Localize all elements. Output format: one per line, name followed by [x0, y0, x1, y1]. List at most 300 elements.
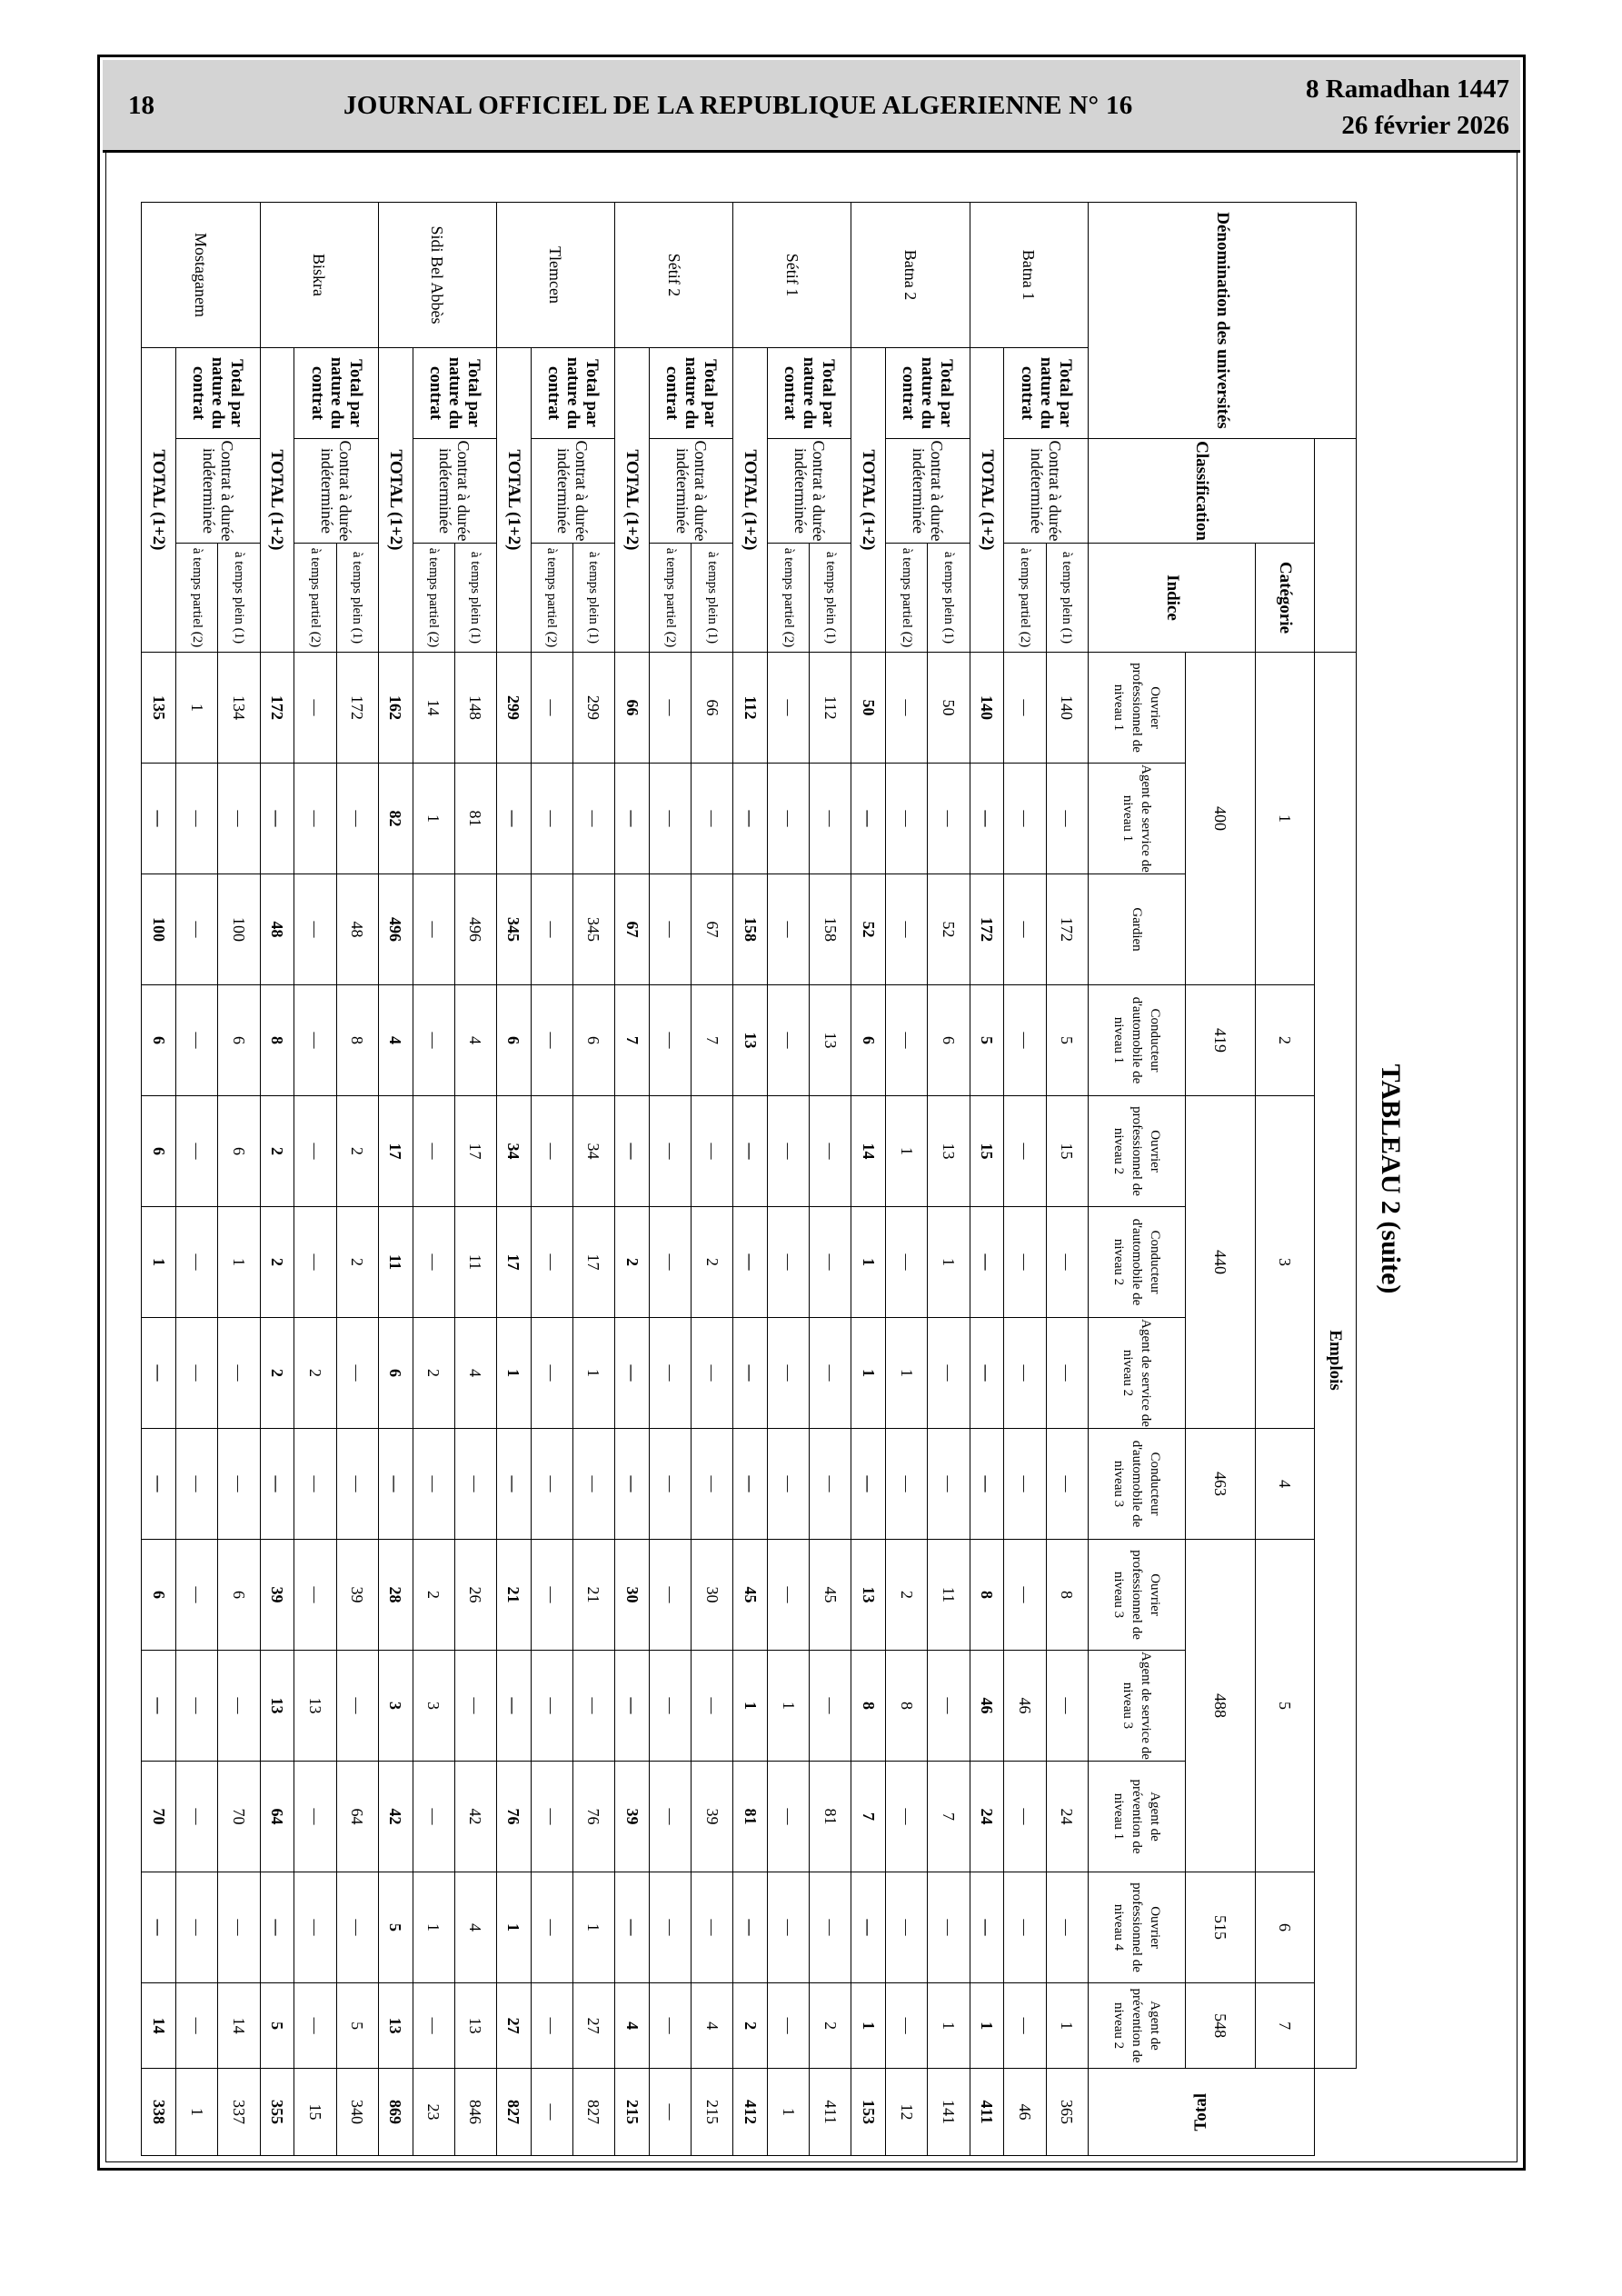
classification-header: Classification — [1088, 439, 1314, 544]
table-cell: 48 — [336, 874, 378, 985]
temps-plein-label: à temps plein (1) — [692, 544, 733, 653]
table-cell: 46 — [1004, 1651, 1046, 1762]
table-cell: — — [176, 874, 218, 985]
table-cell-total: 412 — [733, 2069, 768, 2156]
table-cell: 846 — [454, 2069, 496, 2156]
table-cell-total: 21 — [496, 1540, 531, 1651]
table-cell-total: 13 — [733, 985, 768, 1096]
table-row-total — [496, 203, 531, 2156]
table-cell: — — [768, 1318, 810, 1429]
table-cell: — — [176, 1318, 218, 1429]
categorie-value: 2 — [1256, 985, 1315, 1096]
table-row-total — [142, 203, 176, 2156]
table-cell-total: 14 — [851, 1096, 886, 1207]
table-cell: 2 — [336, 1096, 378, 1207]
table-cell: — — [649, 1096, 691, 1207]
table-cell: — — [531, 1983, 572, 2069]
indice-header: Indice — [1088, 544, 1256, 653]
issue-date — [1306, 71, 1509, 144]
table-cell: 172 — [1046, 874, 1088, 985]
job-header: Agent de service de niveau 2 — [1088, 1318, 1186, 1429]
table-cell-total: 5 — [378, 1872, 413, 1983]
table-cell: — — [454, 1429, 496, 1540]
table-cell-total: 2 — [260, 1318, 294, 1429]
table-cell: — — [294, 1540, 336, 1651]
total-par-nature-label: Total par nature du contrat — [531, 348, 614, 439]
table-cell: — — [336, 764, 378, 874]
table-cell: — — [692, 1429, 733, 1540]
table-cell: — — [218, 1318, 260, 1429]
table-cell: — — [886, 1872, 928, 1983]
table-cell: — — [294, 1872, 336, 1983]
table-row-total — [970, 203, 1004, 2156]
table-cell: — — [886, 874, 928, 985]
table-cell: — — [294, 1207, 336, 1318]
table-cell: 39 — [692, 1762, 733, 1872]
categorie-value: 5 — [1256, 1540, 1315, 1872]
table-cell: 340 — [336, 2069, 378, 2156]
table-cell: 215 — [692, 2069, 733, 2156]
table-cell: — — [176, 1872, 218, 1983]
table-cell: — — [294, 1983, 336, 2069]
total-par-nature-label: Total par nature du contrat — [649, 348, 732, 439]
table-cell: 70 — [218, 1762, 260, 1872]
table-cell: — — [1004, 1429, 1046, 1540]
table-cell: 24 — [1046, 1762, 1088, 1872]
table-row — [692, 203, 733, 2156]
indice-value: 548 — [1186, 1983, 1256, 2069]
table-cell-total: — — [496, 1651, 531, 1762]
contrat-indetermine-label: Contrat à durée indéterminée — [886, 439, 970, 544]
table-cell-total: 1 — [851, 1983, 886, 2069]
temps-partiel-label: à temps partiel (2) — [413, 544, 454, 653]
table-cell: 1 — [218, 1207, 260, 1318]
table-cell: — — [294, 1762, 336, 1872]
table-cell: — — [336, 1318, 378, 1429]
table-cell: — — [810, 1429, 851, 1540]
table-cell-total: 66 — [615, 653, 650, 764]
job-header: Ouvrier professionnel de niveau 4 — [1088, 1872, 1186, 1983]
temps-partiel-label: à temps partiel (2) — [886, 544, 928, 653]
table-cell: 148 — [454, 653, 496, 764]
table-cell: 4 — [454, 1318, 496, 1429]
table-cell-total: 6 — [851, 985, 886, 1096]
table-cell: — — [176, 1762, 218, 1872]
table-cell: 299 — [572, 653, 614, 764]
table-cell-total: — — [733, 1318, 768, 1429]
job-header: Agent de prévention de niveau 2 — [1088, 1983, 1186, 2069]
table-cell: 158 — [810, 874, 851, 985]
table-cell: 8 — [1046, 1540, 1088, 1651]
table-cell: 39 — [336, 1540, 378, 1651]
table-cell: 3 — [413, 1651, 454, 1762]
table-cell: 14 — [218, 1983, 260, 2069]
job-header: Conducteur d'automobile de niveau 2 — [1088, 1207, 1186, 1318]
table-cell: — — [176, 1651, 218, 1762]
table-cell: 5 — [1046, 985, 1088, 1096]
table-cell: — — [336, 1872, 378, 1983]
table-cell: — — [768, 1429, 810, 1540]
table-row — [810, 203, 851, 2156]
table-cell: — — [1046, 1429, 1088, 1540]
table-cell: 1 — [886, 1096, 928, 1207]
table-cell-total: 215 — [615, 2069, 650, 2156]
table-cell: 13 — [928, 1096, 970, 1207]
table-cell: — — [413, 874, 454, 985]
total-par-nature-label: Total par nature du contrat — [294, 348, 378, 439]
table-cell-total: — — [615, 1651, 650, 1762]
table-cell-total: 6 — [378, 1318, 413, 1429]
table-cell: — — [294, 653, 336, 764]
table-cell-total: 1 — [496, 1318, 531, 1429]
table-cell: 27 — [572, 1983, 614, 2069]
university-name: Mostaganem — [142, 203, 261, 348]
table-cell: 34 — [572, 1096, 614, 1207]
table-cell: 46 — [1004, 2069, 1046, 2156]
indice-value: 515 — [1186, 1872, 1256, 1983]
categorie-value: 3 — [1256, 1096, 1315, 1429]
table-cell: — — [886, 1207, 928, 1318]
table-cell-total: — — [260, 1429, 294, 1540]
temps-partiel-label: à temps partiel (2) — [294, 544, 336, 653]
table-cell: 2 — [413, 1318, 454, 1429]
categorie-value: 1 — [1256, 653, 1315, 985]
table-cell-total: 496 — [378, 874, 413, 985]
table-cell-total: 1 — [851, 1207, 886, 1318]
table-row — [928, 203, 970, 2156]
table-cell: 21 — [572, 1540, 614, 1651]
table-cell-total: 299 — [496, 653, 531, 764]
table-cell: — — [768, 1762, 810, 1872]
table-cell-total: 64 — [260, 1762, 294, 1872]
table-cell: — — [1004, 1318, 1046, 1429]
table-cell: — — [1004, 1872, 1046, 1983]
table-cell: 6 — [218, 1096, 260, 1207]
total-1-2-label: TOTAL (1+2) — [142, 348, 176, 653]
table-cell: — — [1046, 1318, 1088, 1429]
table-cell: 66 — [692, 653, 733, 764]
table-cell: — — [649, 1207, 691, 1318]
contrat-indetermine-label: Contrat à durée indéterminée — [176, 439, 260, 544]
table-cell: — — [531, 764, 572, 874]
table-cell: — — [413, 1983, 454, 2069]
table-cell-total: 11 — [378, 1207, 413, 1318]
table-cell: 8 — [336, 985, 378, 1096]
table-cell-total: 45 — [733, 1540, 768, 1651]
table-cell-total: 162 — [378, 653, 413, 764]
table-cell: 337 — [218, 2069, 260, 2156]
table-cell: 1 — [572, 1872, 614, 1983]
table-cell: — — [649, 764, 691, 874]
table-cell: — — [413, 1762, 454, 1872]
table-cell: — — [886, 985, 928, 1096]
table-cell: 15 — [1046, 1096, 1088, 1207]
table-row — [218, 203, 260, 2156]
emplois-header: Emplois — [1314, 653, 1356, 2069]
table-cell-total: — — [142, 1651, 176, 1762]
table-cell: 52 — [928, 874, 970, 985]
table-cell-total: 67 — [615, 874, 650, 985]
table-cell-total: 6 — [142, 985, 176, 1096]
table-cell-total: — — [260, 764, 294, 874]
categorie-header: Catégorie — [1256, 544, 1315, 653]
table-cell: — — [413, 1429, 454, 1540]
table-cell: 172 — [336, 653, 378, 764]
table-cell: — — [1004, 1983, 1046, 2069]
table-cell-total: 5 — [970, 985, 1004, 1096]
table-cell-total: 76 — [496, 1762, 531, 1872]
table-cell-total: 6 — [496, 985, 531, 1096]
table-cell: — — [531, 874, 572, 985]
table-cell: 1 — [572, 1318, 614, 1429]
job-header: Conducteur d'automobile de niveau 1 — [1088, 985, 1186, 1096]
table-row-total — [733, 203, 768, 2156]
table-cell: — — [768, 1983, 810, 2069]
table-cell-total: 34 — [496, 1096, 531, 1207]
temps-plein-label: à temps plein (1) — [336, 544, 378, 653]
temps-plein-label: à temps plein (1) — [572, 544, 614, 653]
table-cell-total: — — [851, 764, 886, 874]
total-par-nature-label: Total par nature du contrat — [886, 348, 970, 439]
table-cell-total: 50 — [851, 653, 886, 764]
total-1-2-label: TOTAL (1+2) — [615, 348, 650, 653]
rotated-table-area — [141, 202, 1413, 2156]
table-cell: 45 — [810, 1540, 851, 1651]
table-cell-total: 6 — [142, 1096, 176, 1207]
indice-value: 400 — [1186, 653, 1256, 985]
temps-plein-label: à temps plein (1) — [1046, 544, 1088, 653]
temps-partiel-label: à temps partiel (2) — [531, 544, 572, 653]
table-cell: — — [810, 764, 851, 874]
table-cell: — — [176, 1207, 218, 1318]
table-cell: — — [176, 1429, 218, 1540]
table-cell: 345 — [572, 874, 614, 985]
table-cell: — — [692, 1096, 733, 1207]
table-cell: 64 — [336, 1762, 378, 1872]
table-cell: — — [768, 874, 810, 985]
temps-plein-label: à temps plein (1) — [218, 544, 260, 653]
table-cell-total: 345 — [496, 874, 531, 985]
table-cell: 13 — [294, 1651, 336, 1762]
table-cell: 81 — [454, 764, 496, 874]
table-cell: 140 — [1046, 653, 1088, 764]
table-cell: 1 — [1046, 1983, 1088, 2069]
table-cell-total: 17 — [378, 1096, 413, 1207]
table-cell: 23 — [413, 2069, 454, 2156]
table-cell-total: 81 — [733, 1762, 768, 1872]
table-cell: — — [1046, 1872, 1088, 1983]
contrat-indetermine-label: Contrat à durée indéterminée — [531, 439, 614, 544]
table-cell: — — [531, 1318, 572, 1429]
table-cell: — — [768, 985, 810, 1096]
job-header: Gardien — [1088, 874, 1186, 985]
contrat-indetermine-label: Contrat à durée indéterminée — [413, 439, 496, 544]
table-cell: — — [531, 2069, 572, 2156]
temps-partiel-label: à temps partiel (2) — [176, 544, 218, 653]
table-cell: — — [531, 1207, 572, 1318]
table-cell-total: — — [970, 1429, 1004, 1540]
table-cell: — — [692, 1651, 733, 1762]
table-cell: — — [336, 1651, 378, 1762]
indice-value: 488 — [1186, 1540, 1256, 1872]
table-cell: — — [176, 1540, 218, 1651]
contrat-indetermine-label: Contrat à durée indéterminée — [768, 439, 851, 544]
table-cell: — — [531, 1872, 572, 1983]
table-cell: 2 — [810, 1983, 851, 2069]
table-cell-total: 13 — [260, 1651, 294, 1762]
table-cell: — — [928, 1872, 970, 1983]
table-cell-total: 8 — [851, 1651, 886, 1762]
table-cell: — — [176, 1096, 218, 1207]
table-cell-total: 5 — [260, 1983, 294, 2069]
table-row — [336, 203, 378, 2156]
table-cell: — — [336, 1429, 378, 1540]
table-cell-total: — — [378, 1429, 413, 1540]
table-cell-total: 2 — [260, 1096, 294, 1207]
table-cell: — — [454, 1651, 496, 1762]
table-cell: — — [176, 764, 218, 874]
table-cell-total: — — [615, 1872, 650, 1983]
table-cell: 13 — [810, 985, 851, 1096]
table-cell: 1 — [928, 1207, 970, 1318]
table-cell-total: 1 — [970, 1983, 1004, 2069]
table-cell: — — [928, 1651, 970, 1762]
table-cell: — — [928, 1429, 970, 1540]
table-cell: — — [1004, 764, 1046, 874]
table-cell-total: 42 — [378, 1762, 413, 1872]
temps-partiel-label: à temps partiel (2) — [1004, 544, 1046, 653]
university-name: Batna 2 — [851, 203, 970, 348]
table-cell: 411 — [810, 2069, 851, 2156]
table-cell: 12 — [886, 2069, 928, 2156]
table-cell: — — [768, 764, 810, 874]
table-cell-total: 39 — [615, 1762, 650, 1872]
table-cell: — — [768, 1096, 810, 1207]
total-1-2-label: TOTAL (1+2) — [733, 348, 768, 653]
table-cell: 496 — [454, 874, 496, 985]
total-header — [1088, 2069, 1314, 2156]
table-cell: 50 — [928, 653, 970, 764]
table-cell: — — [1046, 764, 1088, 874]
contrat-indetermine-label: Contrat à durée indéterminée — [294, 439, 378, 544]
table-cell: 11 — [928, 1540, 970, 1651]
table-cell-total: 1 — [142, 1207, 176, 1318]
table-cell: — — [572, 1429, 614, 1540]
table-cell: — — [531, 1540, 572, 1651]
job-header: Agent de prévention de niveau 1 — [1088, 1762, 1186, 1872]
university-name: Biskra — [260, 203, 378, 348]
table-cell: — — [218, 764, 260, 874]
table-cell-total: — — [970, 1872, 1004, 1983]
table-row-total — [378, 203, 413, 2156]
table-cell: — — [692, 764, 733, 874]
table-cell-total: 3 — [378, 1651, 413, 1762]
table-row — [1046, 203, 1088, 2156]
table-cell: — — [810, 1318, 851, 1429]
table-cell-total: — — [142, 1429, 176, 1540]
table-cell: — — [810, 1096, 851, 1207]
job-header: Agent de service de niveau 3 — [1088, 1651, 1186, 1762]
table-cell: 26 — [454, 1540, 496, 1651]
table-cell: 17 — [454, 1096, 496, 1207]
table-cell-total: 4 — [378, 985, 413, 1096]
temps-plein-label: à temps plein (1) — [454, 544, 496, 653]
table-cell: — — [218, 1872, 260, 1983]
table-cell-total: 6 — [142, 1540, 176, 1651]
table-cell-total: 48 — [260, 874, 294, 985]
table-cell: — — [649, 1318, 691, 1429]
table-cell: — — [649, 985, 691, 1096]
table-cell: 15 — [294, 2069, 336, 2156]
table-cell-total: 153 — [851, 2069, 886, 2156]
table-cell: 6 — [572, 985, 614, 1096]
table-cell: — — [649, 653, 691, 764]
total-1-2-label: TOTAL (1+2) — [970, 348, 1004, 653]
table-cell-total: 7 — [615, 985, 650, 1096]
total-par-nature-label: Total par nature du contrat — [1004, 348, 1088, 439]
table-cell-total: 27 — [496, 1983, 531, 2069]
temps-plein-label: à temps plein (1) — [810, 544, 851, 653]
table-cell-total: — — [970, 764, 1004, 874]
table-cell: 2 — [692, 1207, 733, 1318]
table-cell-total: 1 — [851, 1318, 886, 1429]
table-cell: 1 — [413, 1872, 454, 1983]
table-cell-total: — — [496, 764, 531, 874]
table-cell: — — [692, 1872, 733, 1983]
categorie-value: 6 — [1256, 1872, 1315, 1983]
table-cell: 42 — [454, 1762, 496, 1872]
table-cell: 2 — [886, 1540, 928, 1651]
table-cell-total: — — [851, 1429, 886, 1540]
table-cell-total: — — [733, 1429, 768, 1540]
table-cell: — — [810, 1207, 851, 1318]
table-cell: — — [810, 1872, 851, 1983]
table-cell-total: 355 — [260, 2069, 294, 2156]
job-header: Ouvrier professionnel de niveau 1 — [1088, 653, 1186, 764]
table-cell-total: — — [851, 1872, 886, 1983]
table-cell-total: 172 — [260, 653, 294, 764]
university-name: Sétif 1 — [733, 203, 851, 348]
table-cell: 1 — [768, 2069, 810, 2156]
table-cell-total: 869 — [378, 2069, 413, 2156]
table-cell: — — [810, 1651, 851, 1762]
table-cell: — — [531, 1096, 572, 1207]
table-cell: — — [649, 1983, 691, 2069]
table-cell: 7 — [692, 985, 733, 1096]
table-cell: 1 — [176, 653, 218, 764]
table-cell: — — [218, 1429, 260, 1540]
table-cell: — — [1046, 1207, 1088, 1318]
table-cell-total: 7 — [851, 1762, 886, 1872]
table-cell-total: 411 — [970, 2069, 1004, 2156]
temps-partiel-label: à temps partiel (2) — [649, 544, 691, 653]
table-cell: — — [531, 653, 572, 764]
table-cell-total: 13 — [851, 1540, 886, 1651]
table-cell-total: 2 — [733, 1983, 768, 2069]
table-cell-total: — — [970, 1207, 1004, 1318]
table-cell: 4 — [454, 1872, 496, 1983]
table-cell-total: — — [615, 1429, 650, 1540]
table-cell-total: — — [733, 1207, 768, 1318]
table-cell: 112 — [810, 653, 851, 764]
table-cell: — — [294, 874, 336, 985]
indice-value: 440 — [1186, 1096, 1256, 1429]
total-1-2-label: TOTAL (1+2) — [851, 348, 886, 653]
total-1-2-label: TOTAL (1+2) — [378, 348, 413, 653]
table-cell: — — [928, 764, 970, 874]
table-cell: — — [1004, 653, 1046, 764]
table-cell: — — [1004, 874, 1046, 985]
